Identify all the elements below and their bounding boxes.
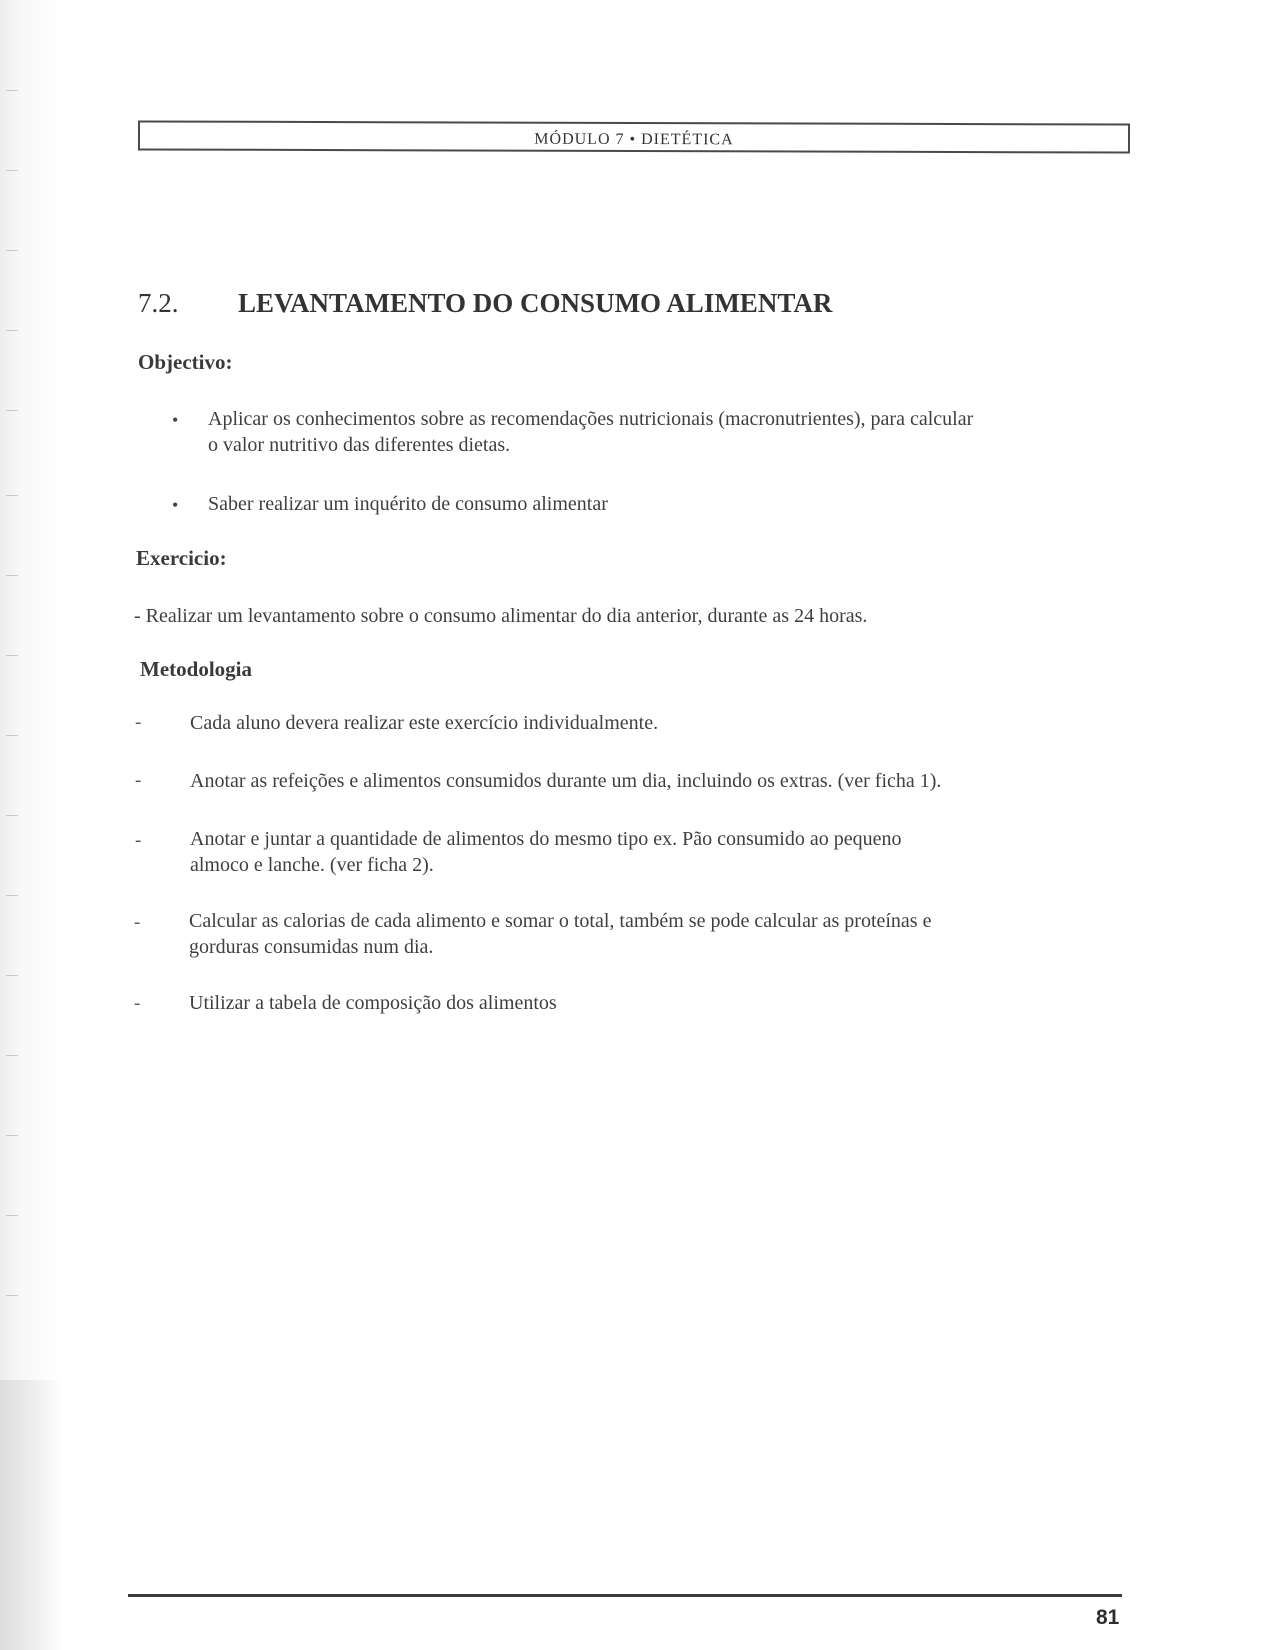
margin-tick	[6, 815, 18, 816]
objectivo-heading: Objectivo:	[138, 350, 233, 374]
section-title	[138, 288, 832, 319]
metodologia-item-3-line1: Anotar e juntar a quantidade de alimentos do mesmo tipo ex. Pão consumido ao pequeno	[190, 828, 902, 850]
margin-tick	[6, 1135, 18, 1136]
margin-tick	[6, 735, 18, 736]
margin-tick	[6, 495, 18, 496]
exercicio-heading: Exercicio:	[136, 546, 227, 570]
metodologia-item-4	[189, 908, 1149, 960]
section-title-text: LEVANTAMENTO DO CONSUMO ALIMENTAR	[238, 288, 833, 318]
margin-tick	[6, 1055, 18, 1056]
page-number: 81	[1096, 1606, 1120, 1629]
metodologia-item-4-line2: gorduras consumidas num dia.	[189, 936, 434, 958]
dash-marker: -	[135, 712, 142, 733]
metodologia-item-3	[190, 826, 1140, 878]
footer-rule	[128, 1594, 1122, 1597]
bullet-icon: •	[172, 495, 179, 515]
metodologia-item-5: Utilizar a tabela de composição dos alimentos	[189, 992, 557, 1014]
margin-tick	[6, 410, 18, 411]
margin-tick	[6, 575, 18, 576]
metodologia-heading: Metodologia	[140, 657, 252, 681]
margin-tick	[6, 655, 18, 656]
objectivo-bullet-1-line1: Aplicar os conhecimentos sobre as recomendações nutricionais (macronutrientes), para calcular	[208, 408, 974, 430]
margin-tick	[6, 170, 18, 171]
metodologia-item-3-line2: almoco e lanche. (ver ficha 2).	[190, 854, 434, 876]
margin-tick	[6, 895, 18, 896]
dash-marker: -	[135, 770, 142, 791]
margin-tick	[6, 1295, 18, 1296]
section-number: 7.2.	[138, 288, 179, 318]
metodologia-item-2: Anotar as refeições e alimentos consumidos durante um dia, incluindo os extras. (ver ficha 1).	[190, 770, 942, 792]
objectivo-bullet-1-line2: o valor nutritivo das diferentes dietas.	[208, 434, 511, 456]
objectivo-bullet-1	[208, 406, 1148, 458]
margin-tick	[6, 1215, 18, 1216]
dash-marker: -	[134, 993, 141, 1014]
objectivo-bullet-2: Saber realizar um inquérito de consumo alimentar	[208, 493, 608, 515]
margin-tick	[6, 975, 18, 976]
metodologia-item-4-line1: Calcular as calorias de cada alimento e somar o total, também se pode calcular as proteínas e	[189, 910, 932, 932]
margin-tick	[6, 250, 18, 251]
scan-edge-shadow-bottom	[0, 1380, 62, 1650]
margin-tick	[6, 90, 18, 91]
exercicio-text: - Realizar um levantamento sobre o consumo alimentar do dia anterior, durante as 24 horas.	[134, 605, 868, 627]
dash-marker: -	[135, 830, 142, 851]
module-header-label: MÓDULO 7 • DIETÉTICA	[534, 130, 734, 149]
module-header-box	[138, 120, 1130, 153]
dash-marker: -	[134, 912, 141, 933]
bullet-icon: •	[172, 410, 179, 430]
metodologia-item-1: Cada aluno devera realizar este exercício individualmente.	[190, 712, 659, 734]
margin-tick	[6, 330, 18, 331]
